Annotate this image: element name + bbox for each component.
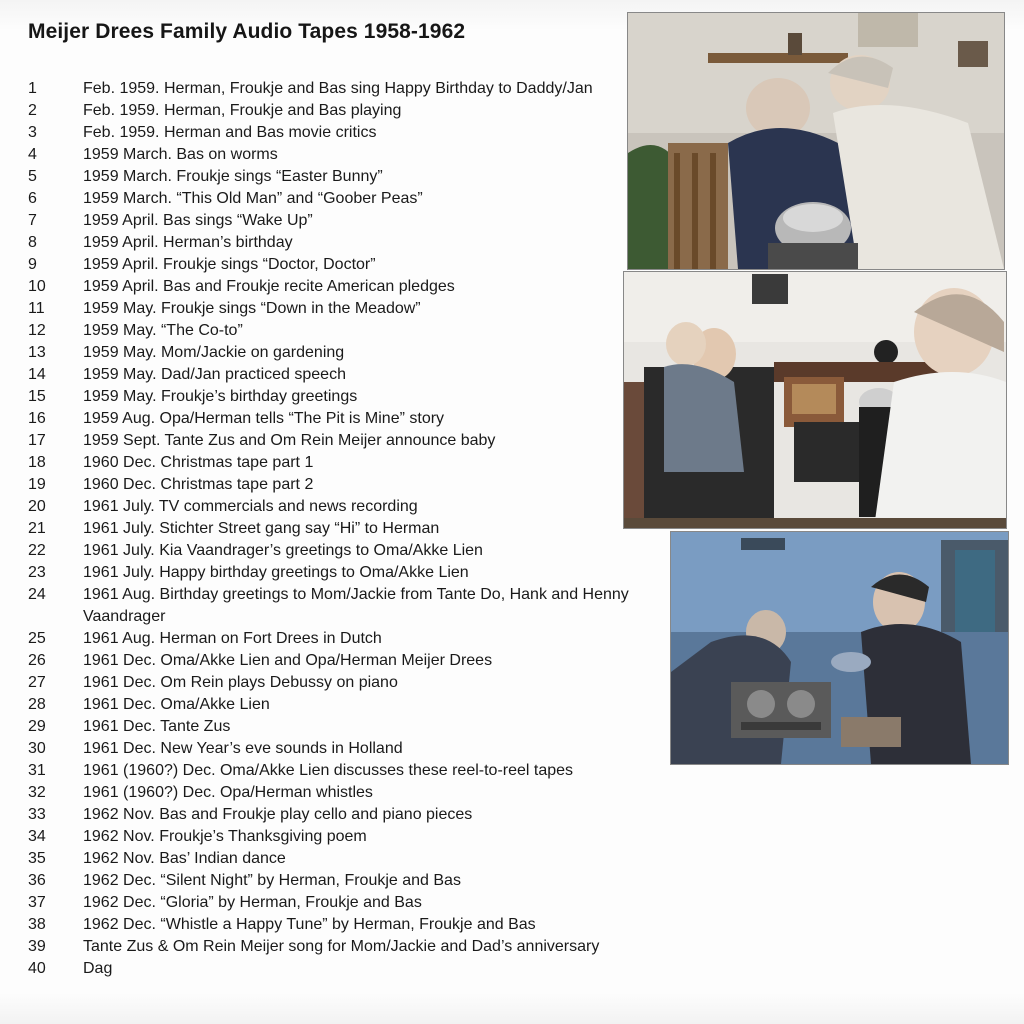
track-number: 14 [28, 366, 46, 383]
track-item [28, 298, 668, 320]
track-description: 1961 July. Happy birthday greetings to Oma/Akke Lien [83, 564, 469, 581]
track-description: 1959 Aug. Opa/Herman tells “The Pit is Mine” story [83, 410, 445, 427]
track-number: 28 [28, 696, 46, 713]
track-description: 1959 May. Froukje sings “Down in the Meadow” [83, 300, 421, 317]
track-number: 23 [28, 564, 46, 581]
track-number: 7 [28, 212, 37, 229]
track-description: 1961 Dec. Oma/Akke Lien and Opa/Herman Meijer Drees [83, 652, 493, 669]
track-description: 1962 Dec. “Gloria” by Herman, Froukje and Bas [83, 894, 422, 911]
track-description: 1962 Dec. “Whistle a Happy Tune” by Herman, Froukje and Bas [83, 916, 536, 933]
track-item [28, 122, 668, 144]
track-number: 13 [28, 344, 46, 361]
track-item [28, 342, 668, 364]
track-item [28, 210, 668, 232]
track-description: 1959 April. Herman’s birthday [83, 234, 293, 251]
track-item [28, 628, 668, 650]
track-item [28, 474, 668, 496]
track-description: 1961 Dec. New Year’s eve sounds in Holland [83, 740, 403, 757]
track-number: 11 [28, 300, 45, 317]
track-item [28, 958, 668, 980]
track-item [28, 430, 668, 452]
track-description: 1961 July. Kia Vaandrager’s greetings to Oma/Akke Lien [83, 542, 483, 559]
track-description: 1962 Nov. Bas and Froukje play cello and piano pieces [83, 806, 473, 823]
track-item [28, 100, 668, 122]
track-description: Dag [83, 960, 113, 977]
track-item [28, 584, 668, 628]
track-number: 33 [28, 806, 46, 823]
track-number: 19 [28, 476, 46, 493]
track-item [28, 320, 668, 342]
track-number: 15 [28, 388, 46, 405]
track-number: 4 [28, 146, 37, 163]
track-number: 22 [28, 542, 46, 559]
track-description: 1959 March. Froukje sings “Easter Bunny” [83, 168, 383, 185]
track-description: 1961 Aug. Herman on Fort Drees in Dutch [83, 630, 382, 647]
track-number: 3 [28, 124, 37, 141]
track-item [28, 276, 668, 298]
track-description: Feb. 1959. Herman, Froukje and Bas playing [83, 102, 402, 119]
track-item [28, 188, 668, 210]
track-number: 38 [28, 916, 46, 933]
track-description: 1961 Dec. Tante Zus [83, 718, 231, 735]
track-number: 21 [28, 520, 46, 537]
track-description: 1961 (1960?) Dec. Oma/Akke Lien discusses these reel-to-reel tapes [83, 762, 574, 779]
track-number: 2 [28, 102, 37, 119]
track-item [28, 540, 668, 562]
track-description: 1961 Aug. Birthday greetings to Mom/Jackie from Tante Do, Hank and Henny Vaandrager [83, 586, 629, 625]
track-description: Tante Zus & Om Rein Meijer song for Mom/Jackie and Dad’s anniversary [83, 938, 600, 955]
track-description: 1959 March. “This Old Man” and “Goober Peas” [83, 190, 423, 207]
track-item [28, 232, 668, 254]
photo-boy-radio [623, 271, 1007, 529]
track-number: 5 [28, 168, 37, 185]
track-item [28, 496, 668, 518]
track-description: Feb. 1959. Herman and Bas movie critics [83, 124, 377, 141]
track-item [28, 694, 668, 716]
track-number: 8 [28, 234, 37, 251]
track-item [28, 144, 668, 166]
track-number: 16 [28, 410, 46, 427]
track-number: 9 [28, 256, 37, 273]
track-description: 1960 Dec. Christmas tape part 2 [83, 476, 314, 493]
track-item [28, 848, 668, 870]
track-description: 1961 Dec. Om Rein plays Debussy on piano [83, 674, 398, 691]
track-item [28, 408, 668, 430]
track-description: 1962 Nov. Bas’ Indian dance [83, 850, 286, 867]
track-number: 10 [28, 278, 46, 295]
track-item [28, 364, 668, 386]
track-description: 1959 May. Dad/Jan practiced speech [83, 366, 346, 383]
track-description: 1962 Dec. “Silent Night” by Herman, Froukje and Bas [83, 872, 461, 889]
track-item [28, 452, 668, 474]
track-description: 1961 Dec. Oma/Akke Lien [83, 696, 270, 713]
track-item [28, 650, 668, 672]
photo-grandparents-recorder [627, 12, 1005, 270]
track-item [28, 254, 668, 276]
track-item [28, 78, 668, 100]
track-item [28, 716, 668, 738]
track-number: 36 [28, 872, 46, 889]
track-item [28, 672, 668, 694]
track-description: 1962 Nov. Froukje’s Thanksgiving poem [83, 828, 367, 845]
track-number: 39 [28, 938, 46, 955]
track-number: 31 [28, 762, 46, 779]
track-number: 29 [28, 718, 46, 735]
track-list [28, 78, 668, 980]
track-number: 30 [28, 740, 46, 757]
track-description: 1959 May. Mom/Jackie on gardening [83, 344, 345, 361]
track-number: 20 [28, 498, 46, 515]
track-number: 25 [28, 630, 46, 647]
track-item [28, 518, 668, 540]
track-description: 1959 April. Bas and Froukje recite American pledges [83, 278, 455, 295]
track-item [28, 562, 668, 584]
track-description: 1959 Sept. Tante Zus and Om Rein Meijer announce baby [83, 432, 496, 449]
track-number: 32 [28, 784, 46, 801]
track-description: 1959 April. Bas sings “Wake Up” [83, 212, 313, 229]
track-item [28, 870, 668, 892]
track-item [28, 760, 668, 782]
track-number: 18 [28, 454, 46, 471]
track-number: 40 [28, 960, 46, 977]
track-number: 34 [28, 828, 46, 845]
track-description: 1961 (1960?) Dec. Opa/Herman whistles [83, 784, 373, 801]
track-description: 1959 May. “The Co-to” [83, 322, 243, 339]
track-description: 1959 March. Bas on worms [83, 146, 278, 163]
track-item [28, 936, 668, 958]
track-item [28, 166, 668, 188]
photo-reel-to-reel [670, 531, 1009, 765]
track-number: 27 [28, 674, 46, 691]
track-number: 6 [28, 190, 37, 207]
track-number: 24 [28, 586, 46, 603]
track-item [28, 738, 668, 760]
track-number: 17 [28, 432, 46, 449]
track-description: 1961 July. TV commercials and news recording [83, 498, 418, 515]
track-item [28, 826, 668, 848]
track-item [28, 782, 668, 804]
track-description: 1959 May. Froukje’s birthday greetings [83, 388, 358, 405]
track-number: 1 [28, 80, 37, 97]
track-description: 1960 Dec. Christmas tape part 1 [83, 454, 314, 471]
track-item [28, 892, 668, 914]
document-title: Meijer Drees Family Audio Tapes 1958-1962 [28, 20, 466, 43]
track-description: 1961 July. Stichter Street gang say “Hi” to Herman [83, 520, 440, 537]
track-number: 26 [28, 652, 46, 669]
track-number: 37 [28, 894, 46, 911]
track-item [28, 804, 668, 826]
track-item [28, 386, 668, 408]
track-item [28, 914, 668, 936]
track-description: 1959 April. Froukje sings “Doctor, Doctor” [83, 256, 376, 273]
track-number: 12 [28, 322, 46, 339]
track-number: 35 [28, 850, 46, 867]
track-description: Feb. 1959. Herman, Froukje and Bas sing Happy Birthday to Daddy/Jan [83, 80, 593, 97]
